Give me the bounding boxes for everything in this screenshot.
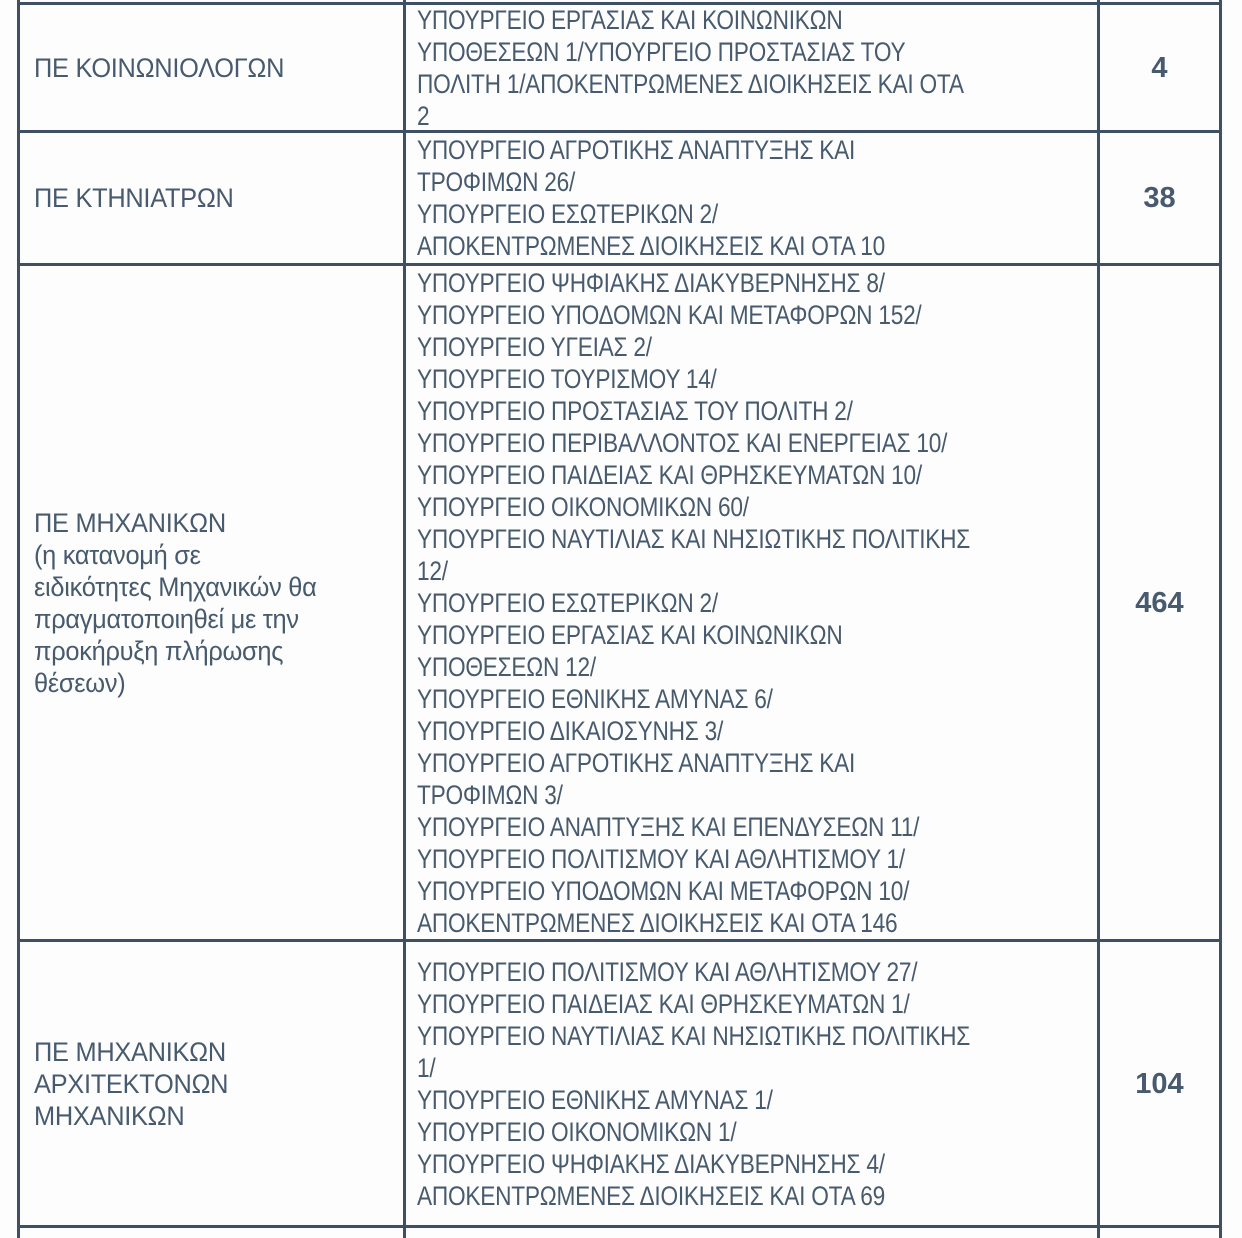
allocation-line: ΥΠΟΥΡΓΕΙΟ ΠΑΙΔΕΙΑΣ ΚΑΙ ΘΡΗΣΚΕΥΜΑΤΩΝ 1/ bbox=[417, 988, 910, 1019]
allocation-line: ΥΠΟΥΡΓΕΙΟ ΠΟΛΙΤΙΣΜΟΥ ΚΑΙ ΑΘΛΗΤΙΣΜΟΥ 27/ bbox=[417, 956, 918, 987]
allocation-line: ΥΠΟΥΡΓΕΙΟ ΥΓΕΙΑΣ 2/ bbox=[417, 331, 652, 362]
allocation-line: ΥΠΟΥΡΓΕΙΟ ΠΟΛΙΤΙΣΜΟΥ ΚΑΙ ΑΘΛΗΤΙΣΜΟΥ 1/ bbox=[417, 843, 905, 874]
allocation-line: ΥΠΟΥΡΓΕΙΟ ΑΝΑΠΤΥΞΗΣ ΚΑΙ ΕΠΕΝΔΥΣΕΩΝ 11/ bbox=[417, 811, 920, 842]
total-cell bbox=[1100, 5, 1222, 133]
category-line: ΠΕ ΜΗΧΑΝΙΚΩΝ bbox=[34, 1036, 226, 1067]
allocation-line: ΥΠΟΘΕΣΕΩΝ 1/ΥΠΟΥΡΓΕΙΟ ΠΡΟΣΤΑΣΙΑΣ ΤΟΥ bbox=[417, 36, 906, 67]
allocation-line: ΥΠΟΥΡΓΕΙΟ ΥΠΟΔΟΜΩΝ ΚΑΙ ΜΕΤΑΦΟΡΩΝ 152/ bbox=[417, 299, 922, 330]
allocation-cell bbox=[406, 942, 1100, 1228]
category-cell bbox=[20, 942, 406, 1228]
allocation-line: ΥΠΟΥΡΓΕΙΟ ΝΑΥΤΙΛΙΑΣ ΚΑΙ ΝΗΣΙΩΤΙΚΗΣ ΠΟΛΙΤΙΚΗΣ bbox=[417, 523, 971, 554]
total-value: 104 bbox=[1135, 1067, 1184, 1100]
category-line: ΠΕ ΚΟΙΝΩΝΙΟΛΟΓΩΝ bbox=[34, 52, 285, 83]
allocation-line: ΑΠΟΚΕΝΤΡΩΜΕΝΕΣ ΔΙΟΙΚΗΣΕΙΣ ΚΑΙ ΟΤΑ 146 bbox=[417, 907, 898, 938]
category-line: (η κατανομή σε bbox=[34, 539, 201, 570]
allocation-line: ΑΠΟΚΕΝΤΡΩΜΕΝΕΣ ΔΙΟΙΚΗΣΕΙΣ ΚΑΙ ΟΤΑ 10 bbox=[417, 231, 885, 261]
total-value: 464 bbox=[1135, 586, 1184, 619]
allocation-line: 12/ bbox=[417, 555, 448, 586]
allocation-line: ΥΠΟΥΡΓΕΙΟ ΠΑΙΔΕΙΑΣ ΚΑΙ ΘΡΗΣΚΕΥΜΑΤΩΝ 10/ bbox=[417, 459, 922, 490]
partial-bottom-allocation-cell bbox=[406, 1228, 1100, 1238]
allocation-line: ΥΠΟΥΡΓΕΙΟ ΠΕΡΙΒΑΛΛΟΝΤΟΣ ΚΑΙ ΕΝΕΡΓΕΙΑΣ 10/ bbox=[417, 427, 948, 458]
allocation-line: ΥΠΟΥΡΓΕΙΟ ΑΓΡΟΤΙΚΗΣ ΑΝΑΠΤΥΞΗΣ ΚΑΙ bbox=[417, 747, 856, 778]
allocation-line: ΤΡΟΦΙΜΩΝ 3/ bbox=[417, 779, 563, 810]
allocation-line: ΥΠΟΥΡΓΕΙΟ ΕΘΝΙΚΗΣ ΑΜΥΝΑΣ 6/ bbox=[417, 683, 773, 714]
category-line: ΜΗΧΑΝΙΚΩΝ bbox=[34, 1100, 185, 1131]
allocation-cell bbox=[406, 133, 1100, 266]
total-cell bbox=[1100, 942, 1222, 1228]
allocation-line: ΥΠΟΥΡΓΕΙΟ ΕΡΓΑΣΙΑΣ ΚΑΙ ΚΟΙΝΩΝΙΚΩΝ bbox=[417, 619, 843, 650]
category-cell bbox=[20, 266, 406, 942]
allocation-line: ΥΠΟΥΡΓΕΙΟ ΕΣΩΤΕΡΙΚΩΝ 2/ bbox=[417, 199, 718, 229]
category-line: θέσεων) bbox=[34, 667, 126, 698]
partial-bottom-total-cell bbox=[1100, 1228, 1222, 1238]
allocation-line: ΥΠΟΥΡΓΕΙΟ ΠΡΟΣΤΑΣΙΑΣ ΤΟΥ ΠΟΛΙΤΗ 2/ bbox=[417, 395, 853, 426]
category-line: ΑΡΧΙΤΕΚΤΟΝΩΝ bbox=[34, 1068, 229, 1099]
allocation-line: 1/ bbox=[417, 1052, 436, 1083]
allocation-line: ΥΠΟΥΡΓΕΙΟ ΟΙΚΟΝΟΜΙΚΩΝ 60/ bbox=[417, 491, 749, 522]
allocation-line: ΥΠΟΥΡΓΕΙΟ ΟΙΚΟΝΟΜΙΚΩΝ 1/ bbox=[417, 1116, 737, 1147]
total-cell bbox=[1100, 266, 1222, 942]
allocation-line: ΥΠΟΥΡΓΕΙΟ ΕΡΓΑΣΙΑΣ ΚΑΙ ΚΟΙΝΩΝΙΚΩΝ bbox=[417, 5, 843, 35]
allocation-line: ΤΡΟΦΙΜΩΝ 26/ bbox=[417, 167, 576, 197]
document-table bbox=[17, 0, 1222, 1238]
allocation-line: ΥΠΟΥΡΓΕΙΟ ΕΘΝΙΚΗΣ ΑΜΥΝΑΣ 1/ bbox=[417, 1084, 773, 1115]
allocation-line: ΥΠΟΥΡΓΕΙΟ ΔΙΚΑΙΟΣΥΝΗΣ 3/ bbox=[417, 715, 724, 746]
allocation-cell bbox=[406, 5, 1100, 133]
partial-bottom-category-cell bbox=[20, 1228, 406, 1238]
allocation-line: ΑΠΟΚΕΝΤΡΩΜΕΝΕΣ ΔΙΟΙΚΗΣΕΙΣ ΚΑΙ ΟΤΑ 69 bbox=[417, 1180, 885, 1211]
category-line: προκήρυξη πλήρωσης bbox=[34, 635, 284, 666]
category-line: ΠΕ ΚΤΗΝΙΑΤΡΩΝ bbox=[34, 183, 234, 213]
allocation-line: ΠΟΛΙΤΗ 1/ΑΠΟΚΕΝΤΡΩΜΕΝΕΣ ΔΙΟΙΚΗΣΕΙΣ ΚΑΙ ΟΤΑ bbox=[417, 68, 964, 99]
category-line: ΠΕ ΜΗΧΑΝΙΚΩΝ bbox=[34, 507, 226, 538]
category-line: ειδικότητες Μηχανικών θα bbox=[34, 571, 317, 602]
allocation-line: 2 bbox=[417, 100, 430, 131]
allocation-line: ΥΠΟΥΡΓΕΙΟ ΨΗΦΙΑΚΗΣ ΔΙΑΚΥΒΕΡΝΗΣΗΣ 8/ bbox=[417, 267, 885, 298]
allocation-line: ΥΠΟΥΡΓΕΙΟ ΥΠΟΔΟΜΩΝ ΚΑΙ ΜΕΤΑΦΟΡΩΝ 10/ bbox=[417, 875, 910, 906]
category-cell bbox=[20, 133, 406, 266]
allocation-line: ΥΠΟΥΡΓΕΙΟ ΤΟΥΡΙΣΜΟΥ 14/ bbox=[417, 363, 717, 394]
total-cell bbox=[1100, 133, 1222, 266]
allocation-line: ΥΠΟΥΡΓΕΙΟ ΨΗΦΙΑΚΗΣ ΔΙΑΚΥΒΕΡΝΗΣΗΣ 4/ bbox=[417, 1148, 885, 1179]
allocation-cell bbox=[406, 266, 1100, 942]
total-value: 38 bbox=[1143, 182, 1176, 214]
allocation-line: ΥΠΟΥΡΓΕΙΟ ΕΣΩΤΕΡΙΚΩΝ 2/ bbox=[417, 587, 718, 618]
allocation-line: ΥΠΟΘΕΣΕΩΝ 12/ bbox=[417, 651, 596, 682]
category-line: πραγματοποιηθεί με την bbox=[34, 603, 299, 634]
allocation-line: ΥΠΟΥΡΓΕΙΟ ΑΓΡΟΤΙΚΗΣ ΑΝΑΠΤΥΞΗΣ ΚΑΙ bbox=[417, 135, 856, 165]
total-value: 4 bbox=[1151, 51, 1168, 84]
allocation-line: ΥΠΟΥΡΓΕΙΟ ΝΑΥΤΙΛΙΑΣ ΚΑΙ ΝΗΣΙΩΤΙΚΗΣ ΠΟΛΙΤΙΚΗΣ bbox=[417, 1020, 971, 1051]
category-cell bbox=[20, 5, 406, 133]
